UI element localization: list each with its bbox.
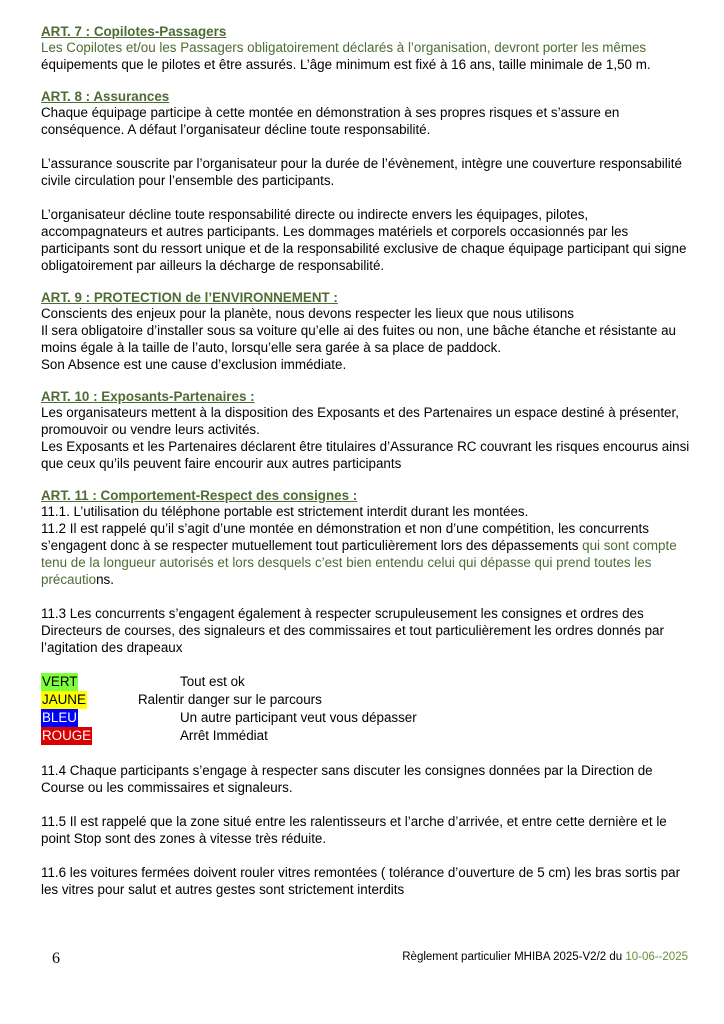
flag-legend — [41, 673, 691, 745]
art8-paragraph-1: Chaque équipage participe à cette montée en démonstration à ses propres risques et s’assure en conséquence. A défaut l’organisateur décline toute responsabilité. — [41, 105, 620, 137]
art7-text-rest: équipements que le pilotes et être assurés. L’âge minimum est fixé à 16 ans, taille minimale de 1,50 m. — [41, 57, 651, 72]
art7-title: ART. 7 : Copilotes-Passagers — [41, 24, 227, 39]
rule-11-2-highlight: qui sont compte tenu de la longueur autorisés et lors desquels c’est bien entendu celui qui dépasse qui prend toutes les précautio — [41, 538, 677, 587]
footer-reference — [402, 951, 688, 963]
rule-11-4: 11.4 Chaque participants s’engage à respecter sans discuter les consignes données par la Direction de Course ou les commissaires et signaleurs. — [41, 763, 653, 795]
rule-11-3: 11.3 Les concurrents s’engagent également à respecter scrupuleusement les consignes et ordres des Directeurs de courses, des signaleurs et des commissaires et tout particulièrement les ordres donnés par l’agitation des drapeaux — [41, 606, 664, 655]
flag-jaune-label: JAUNE — [42, 692, 86, 707]
flag-row-vert — [41, 673, 691, 691]
art9-title: ART. 9 : PROTECTION de l’ENVIRONNEMENT : — [41, 290, 338, 305]
art9-paragraph-2: Il sera obligatoire d’installer sous sa voiture qu’elle ai des fuites ou non, une bâche étanche et résistante au moins égale à la taille de l’auto, lorsqu’elle sera garée à sa place de paddock. — [41, 323, 676, 355]
art10-paragraph-1: Les organisateurs mettent à la disposition des Exposants et des Partenaires un espace destiné à présenter, promouvoir ou vendre leurs activités. — [41, 405, 679, 437]
flag-bleu-label: BLEU — [42, 710, 77, 725]
rule-11-6: 11.6 les voitures fermées doivent rouler vitres remontées ( tolérance d’ouverture de 5 cm) les bras sortis par les vitres pour salut et autres gestes sont strictement interdits — [41, 865, 681, 897]
flag-bleu-meaning: Un autre participant veut vous dépasser — [180, 710, 417, 725]
rule-11-5: 11.5 Il est rappelé que la zone situé entre les ralentisseurs et l’arche d’arrivée, et entre cette dernière et le point Stop sont des zones à vitesse très réduite. — [41, 814, 667, 846]
rule-11-2 — [41, 520, 691, 588]
footer-date: 10-06--2025 — [625, 951, 688, 963]
regulation-page — [41, 24, 691, 898]
art8-title: ART. 8 : Assurances — [41, 89, 170, 104]
art9-paragraph-1: Conscients des enjeux pour la planète, nous devons respecter les lieux que nous utilisons — [41, 306, 574, 321]
art11-title: ART. 11 : Comportement-Respect des consignes : — [41, 488, 358, 503]
flag-row-jaune — [41, 691, 691, 709]
rule-11-2-text: 11.2 Il est rappelé qu’il s’agit d’une montée en démonstration et non d’une compétition, les concurrents s’engagent donc à se respecter mutuellement tout particulièrement lors des dépassements — [41, 521, 649, 553]
art10-paragraph-2: Les Exposants et les Partenaires déclarent être titulaires d’Assurance RC couvrant les risques encourus ainsi que ceux qu’ils peuvent faire encourir aux autres participants — [41, 439, 690, 471]
footer-reference-text: Règlement particulier MHIBA 2025-V2/2 du — [402, 951, 626, 963]
flag-vert-label: VERT — [42, 674, 78, 689]
art8-paragraph-3: L’organisateur décline toute responsabilité directe ou indirecte envers les équipages, pilotes, accompagnateurs et autres participants. Les dommages matériels et corporels occasionnés par les participants sont du ressort unique et de la responsabilité exclusive de chaque équipage participant qui signe obligatoirement par ailleurs la décharge de responsabilité. — [41, 207, 687, 273]
art9-paragraph-3: Son Absence est une cause d’exclusion immédiate. — [41, 357, 347, 372]
flag-jaune-meaning: Ralentir danger sur le parcours — [138, 692, 322, 707]
rule-11-2-end: ns. — [96, 572, 114, 587]
flag-rouge-meaning: Arrêt Immédiat — [180, 728, 268, 743]
flag-vert-meaning: Tout est ok — [180, 674, 245, 689]
art7-text — [41, 39, 691, 73]
art10-title: ART. 10 : Exposants-Partenaires : — [41, 389, 255, 404]
flag-row-rouge — [41, 727, 691, 745]
art7-text-highlight: Les Copilotes et/ou les Passagers obligatoirement déclarés à l’organisation, devront porter les mêmes — [41, 40, 647, 55]
flag-rouge-label: ROUGE — [42, 728, 92, 743]
art8-paragraph-2: L’assurance souscrite par l’organisateur pour la durée de l’évènement, intègre une couverture responsabilité civile circulation pour l’ensemble des participants. — [41, 156, 682, 188]
rule-11-1: 11.1. L’utilisation du téléphone portable est strictement interdit durant les montées. — [41, 504, 529, 519]
flag-row-bleu — [41, 709, 691, 727]
page-number: 6 — [52, 950, 60, 967]
